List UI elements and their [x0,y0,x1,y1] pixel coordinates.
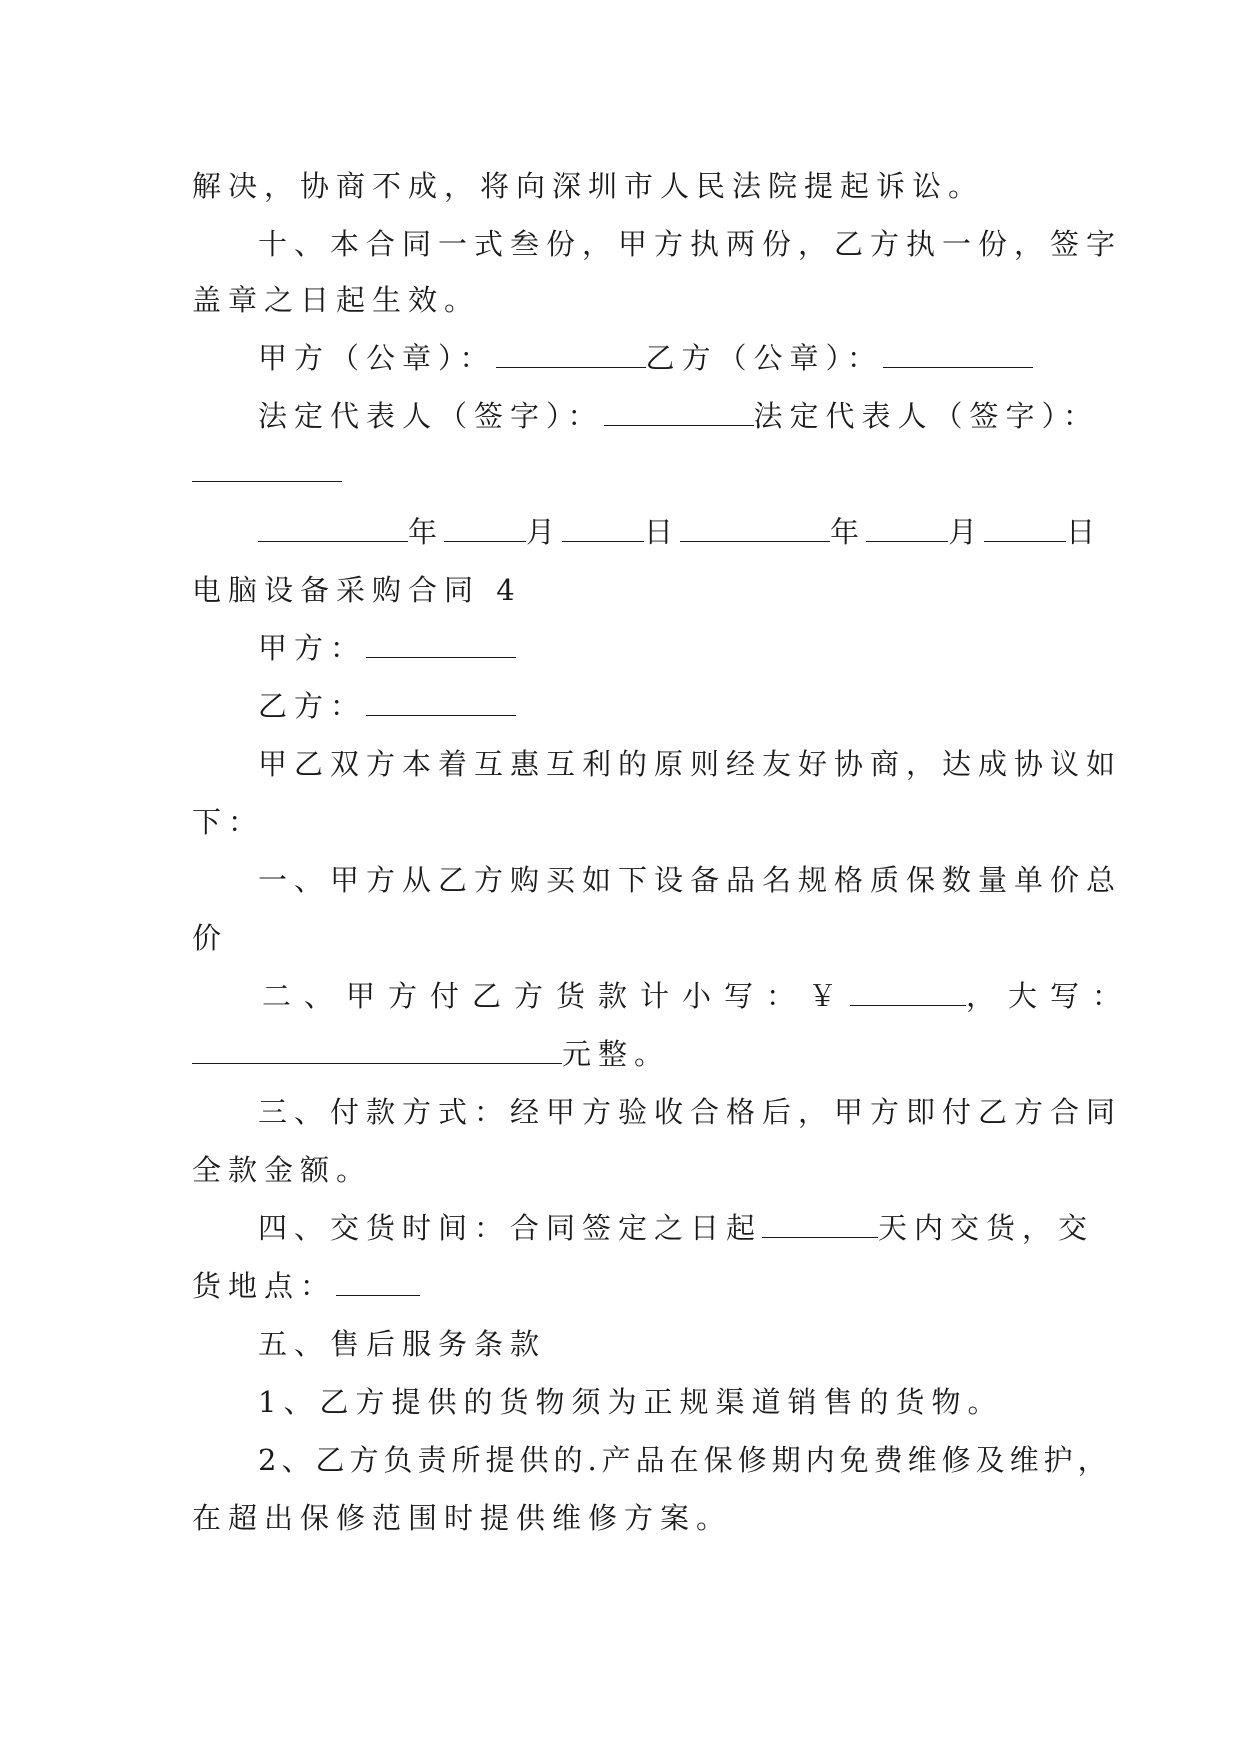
paragraph-line [192,282,480,318]
day-label: 日 [1066,515,1103,549]
month-label: 月 [948,515,985,549]
year-label: 年 [408,515,445,549]
paragraph-line [258,1442,1112,1478]
delivery-time-line [258,1210,1094,1246]
text: 三、付款方式：经甲方验收合格后，甲方即付乙方合同 [258,1095,1123,1129]
paragraph-line [192,920,228,956]
blank-line [336,1271,420,1296]
text: 解决，协商不成，将向深圳市人民法院提起诉讼。 [192,169,985,203]
text: 盖章之日起生效。 [192,283,481,317]
party-a-seal-label: 甲方（公章）： [258,341,496,375]
paragraph-line [258,1094,1122,1130]
paragraph-line [258,226,1122,262]
signature-line-representative [258,398,1099,434]
blank-line [604,401,754,426]
party-a-rep-label: 法定代表人（签字）： [258,399,604,433]
blank-line [562,517,644,542]
paragraph-line [192,804,264,840]
blank-line [496,343,646,368]
delivery-place-line [192,1268,420,1304]
text: 电脑设备采购合同 4 [192,573,522,607]
text: 甲乙双方本着互惠互利的原则经友好协商，达成协议如 [258,747,1123,781]
text: 元整。 [562,1037,671,1071]
blank-line [883,343,1033,368]
text: 在超出保修范围时提供维修方案。 [192,1501,733,1535]
blank-line [258,517,408,542]
amount-label: 二、甲方付乙方货款计小写：￥ [262,979,851,1013]
party-b-label: 乙方： [258,689,367,723]
text: 一、甲方从乙方购买如下设备品名规格质保数量单价总 [258,863,1123,897]
month-label: 月 [526,515,563,549]
section-title [192,572,522,608]
party-b-line [258,688,516,724]
text: 2、乙方负责所提供的.产品在保修期内免费维修及维护， [258,1443,1112,1477]
blank-line-row [192,454,342,490]
delivery-place-label: 货地点： [192,1269,337,1303]
paragraph-line [192,168,984,204]
party-b-seal-label: 乙方（公章）： [645,341,884,375]
signature-line-seal [258,340,1033,376]
party-a-label: 甲方： [258,631,367,665]
blank-line [444,517,526,542]
paragraph-line [258,862,1122,898]
blank-line [192,457,342,482]
paragraph-line [192,1152,372,1188]
text: 1、乙方提供的货物须为正规渠道销售的货物。 [258,1385,1004,1419]
blank-line [866,517,948,542]
blank-line [192,1039,562,1064]
text: 十、本合同一式叁份，甲方执两份，乙方执一份，签字 [258,227,1123,261]
party-a-line [258,630,516,666]
text: 下： [192,805,265,839]
amount-uppercase-label: ，大写： [966,979,1135,1013]
section-heading [258,1326,546,1362]
year-label: 年 [830,515,867,549]
payment-uppercase-line [192,1036,670,1072]
text: 五、售后服务条款 [258,1327,547,1361]
blank-line [366,691,516,716]
paragraph-line [258,1384,1003,1420]
text: 天内交货，交 [878,1211,1095,1245]
paragraph-line [258,746,1122,782]
blank-line [762,1213,878,1238]
blank-line [984,517,1066,542]
text: 全款金额。 [192,1153,373,1187]
blank-line [680,517,830,542]
date-line [258,514,1102,550]
payment-amount-line [262,978,1134,1014]
paragraph-line [192,1500,732,1536]
day-label: 日 [644,515,681,549]
blank-line [366,633,516,658]
delivery-label: 四、交货时间：合同签定之日起 [258,1211,763,1245]
party-b-rep-label: 法定代表人（签字）： [753,399,1100,433]
blank-line [850,981,966,1006]
text: 价 [192,921,229,955]
